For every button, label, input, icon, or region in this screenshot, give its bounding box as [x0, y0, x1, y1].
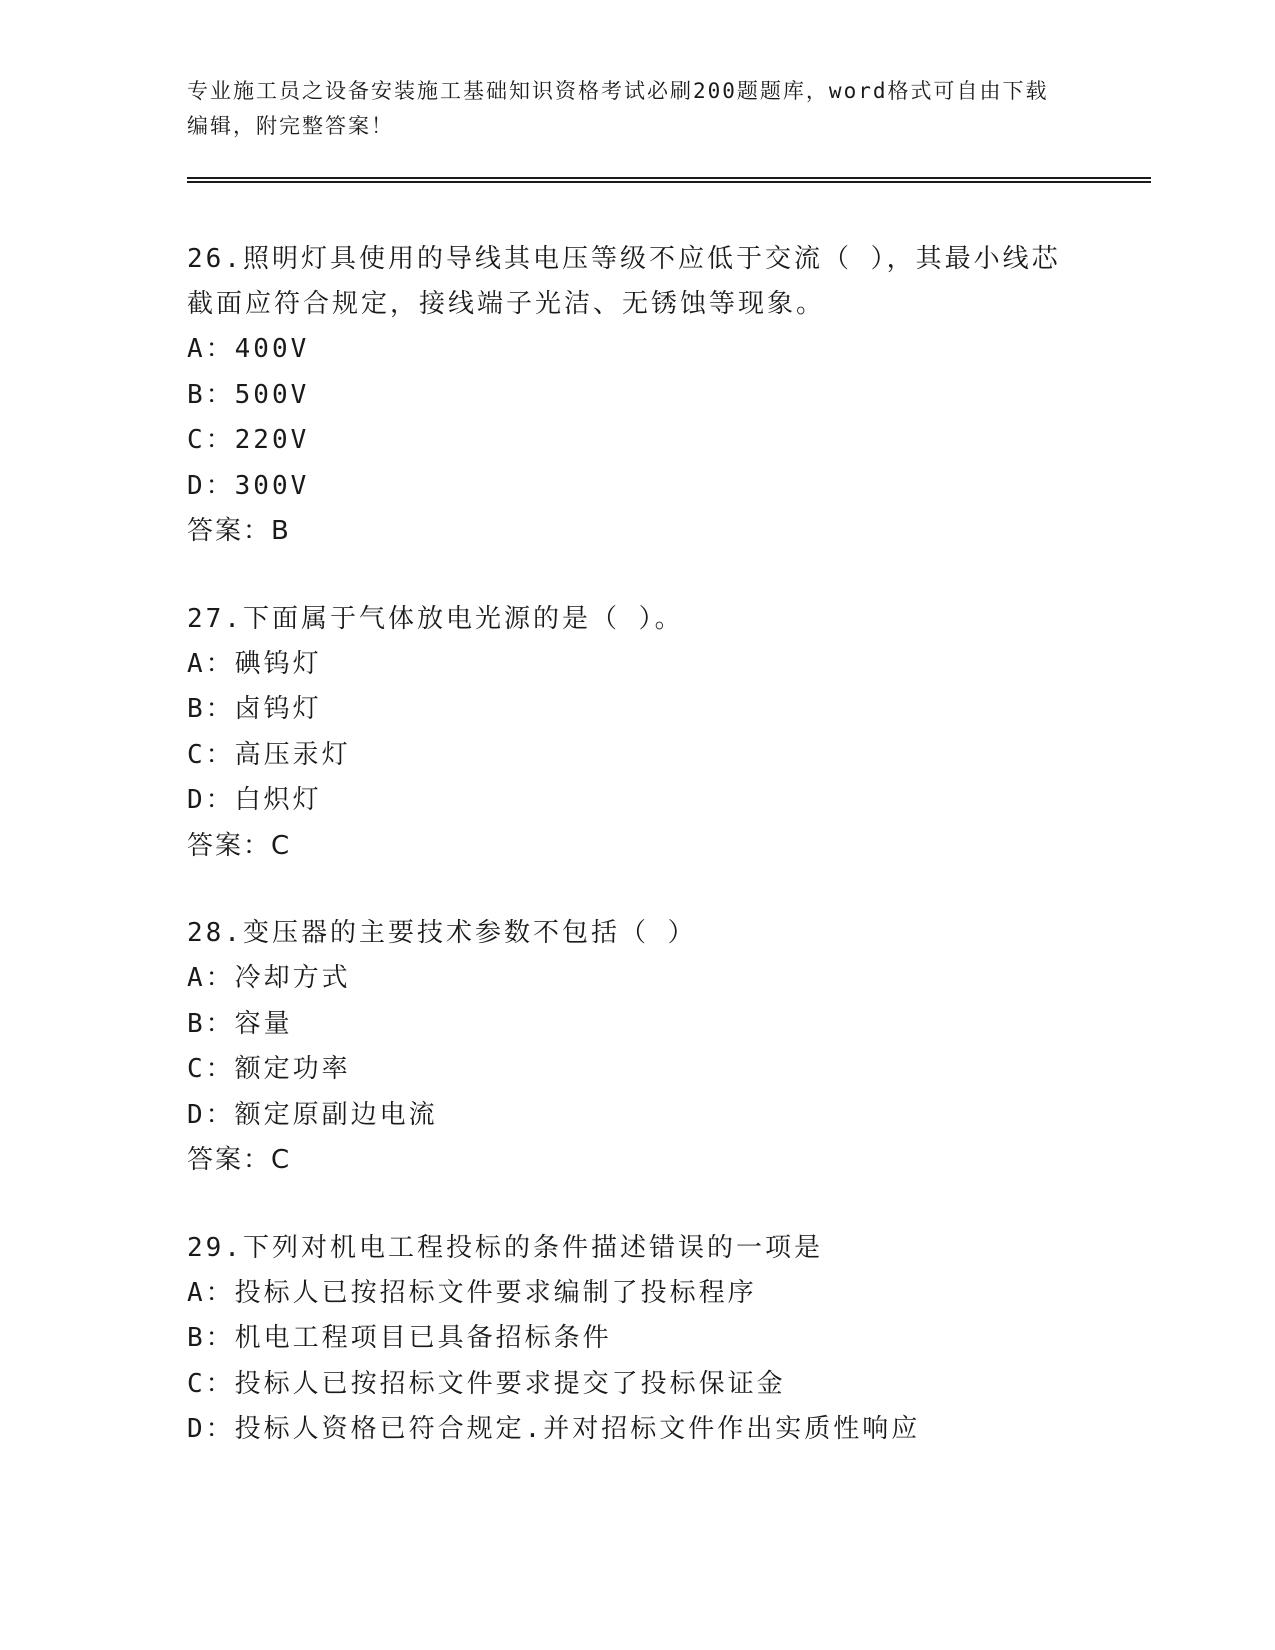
question-text: 26.照明灯具使用的导线其电压等级不应低于交流（ ），其最小线芯截面应符合规定，接线端子光洁、无锈蚀等现象。	[187, 244, 1061, 319]
option-a: A：碘钨灯	[187, 648, 322, 679]
option-c: C：220V	[187, 425, 310, 455]
question-text: 28.变压器的主要技术参数不包括（ ）	[187, 918, 697, 948]
option-d: D：投标人资格已符合规定.并对招标文件作出实质性响应	[187, 1414, 921, 1444]
option-c: C：额定功率	[187, 1054, 351, 1084]
option-a: A：投标人已按招标文件要求编制了投标程序	[187, 1277, 757, 1308]
option-d: D：300V	[187, 470, 310, 501]
question-text: 29.下列对机电工程投标的条件描述错误的一项是	[187, 1232, 823, 1263]
option-a: A：冷却方式	[187, 963, 351, 993]
document-header: 专业施工员之设备安装施工基础知识资格考试必刷200题题库，word格式可自由下载编辑，附完整答案！	[187, 79, 1049, 138]
question-26	[187, 237, 1087, 555]
question-list	[187, 237, 1087, 1495]
option-d: D：额定原副边电流	[187, 1099, 438, 1130]
question-text: 27.下面属于气体放电光源的是（ ）。	[187, 603, 684, 634]
option-b: B：机电工程项目已具备招标条件	[187, 1323, 612, 1353]
option-b: B：卤钨灯	[187, 694, 322, 724]
option-c: C：投标人已按招标文件要求提交了投标保证金	[187, 1368, 786, 1399]
question-29	[187, 1226, 1087, 1453]
answer: 答案：B	[187, 516, 291, 546]
header-divider	[187, 177, 1151, 183]
answer: 答案：C	[187, 830, 292, 861]
question-28	[187, 911, 1087, 1184]
option-c: C：高压汞灯	[187, 739, 351, 770]
option-a: A：400V	[187, 334, 310, 364]
question-27	[187, 597, 1087, 870]
answer: 答案：C	[187, 1145, 292, 1175]
option-d: D：白炽灯	[187, 785, 322, 815]
option-b: B：容量	[187, 1008, 293, 1039]
option-b: B：500V	[187, 379, 310, 410]
